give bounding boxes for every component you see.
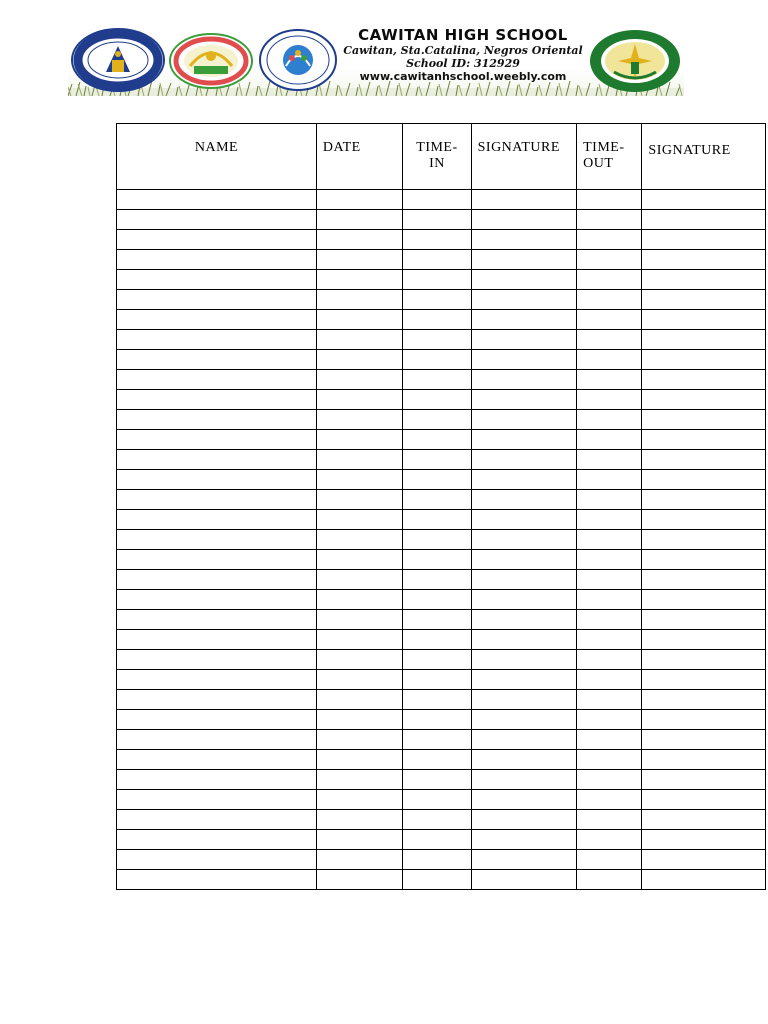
column-header-date: DATE bbox=[316, 124, 402, 190]
cell-name[interactable] bbox=[117, 290, 317, 310]
cell-signature-out[interactable] bbox=[642, 570, 766, 590]
cell-signature-out[interactable] bbox=[642, 450, 766, 470]
table-header-row bbox=[117, 124, 766, 190]
cell-time-in[interactable] bbox=[403, 570, 471, 590]
cell-signature-out[interactable] bbox=[642, 430, 766, 450]
cell-date[interactable] bbox=[316, 630, 402, 650]
table-row bbox=[117, 790, 766, 810]
cell-time-out[interactable] bbox=[577, 850, 642, 870]
cell-date[interactable] bbox=[316, 770, 402, 790]
table-row bbox=[117, 330, 766, 350]
cell-date[interactable] bbox=[316, 550, 402, 570]
table-row bbox=[117, 230, 766, 250]
cell-time-in[interactable] bbox=[403, 790, 471, 810]
cell-time-in[interactable] bbox=[403, 750, 471, 770]
table-row bbox=[117, 450, 766, 470]
cell-date[interactable] bbox=[316, 530, 402, 550]
cell-time-out[interactable] bbox=[577, 190, 642, 210]
cell-time-out[interactable] bbox=[577, 650, 642, 670]
table-row bbox=[117, 370, 766, 390]
cell-signature-out[interactable] bbox=[642, 490, 766, 510]
cell-date[interactable] bbox=[316, 730, 402, 750]
column-header-name: NAME bbox=[117, 124, 317, 190]
cell-time-out[interactable] bbox=[577, 450, 642, 470]
cell-time-in[interactable] bbox=[403, 650, 471, 670]
cell-signature-out[interactable] bbox=[642, 750, 766, 770]
cell-date[interactable] bbox=[316, 450, 402, 470]
cell-signature-in[interactable] bbox=[471, 730, 576, 750]
cell-time-in[interactable] bbox=[403, 370, 471, 390]
cell-time-out[interactable] bbox=[577, 330, 642, 350]
cell-date[interactable] bbox=[316, 710, 402, 730]
cell-name[interactable] bbox=[117, 730, 317, 750]
table-row bbox=[117, 610, 766, 630]
cell-time-out[interactable] bbox=[577, 350, 642, 370]
table-row bbox=[117, 850, 766, 870]
cell-signature-out[interactable] bbox=[642, 670, 766, 690]
table-row bbox=[117, 290, 766, 310]
cell-signature-in[interactable] bbox=[471, 230, 576, 250]
cell-signature-in[interactable] bbox=[471, 850, 576, 870]
cell-name[interactable] bbox=[117, 310, 317, 330]
cell-name[interactable] bbox=[117, 490, 317, 510]
cell-time-in[interactable] bbox=[403, 430, 471, 450]
cell-time-out[interactable] bbox=[577, 470, 642, 490]
cell-time-out[interactable] bbox=[577, 390, 642, 410]
cell-date[interactable] bbox=[316, 850, 402, 870]
cell-signature-in[interactable] bbox=[471, 290, 576, 310]
cell-name[interactable] bbox=[117, 570, 317, 590]
cell-time-in[interactable] bbox=[403, 550, 471, 570]
cell-signature-in[interactable] bbox=[471, 790, 576, 810]
cell-time-out[interactable] bbox=[577, 310, 642, 330]
cell-name[interactable] bbox=[117, 550, 317, 570]
cell-name[interactable] bbox=[117, 430, 317, 450]
table-row bbox=[117, 590, 766, 610]
cell-date[interactable] bbox=[316, 750, 402, 770]
cell-time-out[interactable] bbox=[577, 670, 642, 690]
cell-date[interactable] bbox=[316, 650, 402, 670]
cell-signature-out[interactable] bbox=[642, 350, 766, 370]
cell-time-out[interactable] bbox=[577, 250, 642, 270]
attendance-sheet-table bbox=[116, 123, 766, 890]
cell-time-out[interactable] bbox=[577, 710, 642, 730]
cell-name[interactable] bbox=[117, 870, 317, 890]
cell-name[interactable] bbox=[117, 590, 317, 610]
cell-date[interactable] bbox=[316, 570, 402, 590]
cell-signature-in[interactable] bbox=[471, 710, 576, 730]
cell-time-out[interactable] bbox=[577, 570, 642, 590]
cell-name[interactable] bbox=[117, 470, 317, 490]
cell-signature-out[interactable] bbox=[642, 190, 766, 210]
cell-signature-in[interactable] bbox=[471, 810, 576, 830]
cell-date[interactable] bbox=[316, 290, 402, 310]
column-header-signature-in: SIGNATURE bbox=[471, 124, 576, 190]
cell-signature-out[interactable] bbox=[642, 370, 766, 390]
cell-date[interactable] bbox=[316, 490, 402, 510]
cell-signature-out[interactable] bbox=[642, 510, 766, 530]
column-header-time-out: TIME- OUT bbox=[577, 124, 642, 190]
cell-date[interactable] bbox=[316, 410, 402, 430]
cell-name[interactable] bbox=[117, 650, 317, 670]
cell-name[interactable] bbox=[117, 250, 317, 270]
cell-signature-out[interactable] bbox=[642, 730, 766, 750]
cell-signature-in[interactable] bbox=[471, 870, 576, 890]
cell-name[interactable] bbox=[117, 850, 317, 870]
table-row bbox=[117, 250, 766, 270]
cell-time-out[interactable] bbox=[577, 210, 642, 230]
table-row bbox=[117, 350, 766, 370]
column-header-signature-out: SIGNATURE bbox=[642, 124, 766, 190]
column-header-time-in: TIME- IN bbox=[403, 124, 471, 190]
table-row bbox=[117, 870, 766, 890]
cell-signature-in[interactable] bbox=[471, 630, 576, 650]
cell-name[interactable] bbox=[117, 350, 317, 370]
table-row bbox=[117, 650, 766, 670]
cell-signature-out[interactable] bbox=[642, 630, 766, 650]
division-seal-logo bbox=[258, 28, 338, 92]
cell-name[interactable] bbox=[117, 390, 317, 410]
cell-time-out[interactable] bbox=[577, 790, 642, 810]
cell-date[interactable] bbox=[316, 590, 402, 610]
cell-time-out[interactable] bbox=[577, 370, 642, 390]
cell-signature-out[interactable] bbox=[642, 830, 766, 850]
cell-signature-out[interactable] bbox=[642, 250, 766, 270]
cell-time-in[interactable] bbox=[403, 710, 471, 730]
cell-time-in[interactable] bbox=[403, 730, 471, 750]
cell-signature-out[interactable] bbox=[642, 550, 766, 570]
cell-signature-in[interactable] bbox=[471, 550, 576, 570]
cell-time-in[interactable] bbox=[403, 810, 471, 830]
cell-time-in[interactable] bbox=[403, 270, 471, 290]
cell-name[interactable] bbox=[117, 810, 317, 830]
cell-signature-in[interactable] bbox=[471, 610, 576, 630]
cell-name[interactable] bbox=[117, 830, 317, 850]
cell-date[interactable] bbox=[316, 210, 402, 230]
cell-signature-in[interactable] bbox=[471, 530, 576, 550]
deped-seal-logo bbox=[70, 28, 166, 92]
school-name: CAWITAN HIGH SCHOOL bbox=[358, 26, 568, 44]
cell-date[interactable] bbox=[316, 310, 402, 330]
cell-signature-in[interactable] bbox=[471, 690, 576, 710]
cell-signature-out[interactable] bbox=[642, 870, 766, 890]
cell-time-out[interactable] bbox=[577, 770, 642, 790]
cell-time-in[interactable] bbox=[403, 690, 471, 710]
cell-name[interactable] bbox=[117, 770, 317, 790]
cell-name[interactable] bbox=[117, 610, 317, 630]
cell-signature-out[interactable] bbox=[642, 310, 766, 330]
cell-date[interactable] bbox=[316, 330, 402, 350]
cell-signature-out[interactable] bbox=[642, 690, 766, 710]
school-address: Cawitan, Sta.Catalina, Negros Oriental bbox=[343, 44, 583, 57]
cell-signature-in[interactable] bbox=[471, 410, 576, 430]
cell-time-out[interactable] bbox=[577, 830, 642, 850]
cell-time-in[interactable] bbox=[403, 470, 471, 490]
table-row bbox=[117, 410, 766, 430]
table-row bbox=[117, 710, 766, 730]
cell-time-out[interactable] bbox=[577, 290, 642, 310]
cell-name[interactable] bbox=[117, 630, 317, 650]
cell-signature-in[interactable] bbox=[471, 750, 576, 770]
table-row bbox=[117, 210, 766, 230]
cell-date[interactable] bbox=[316, 350, 402, 370]
cell-signature-in[interactable] bbox=[471, 670, 576, 690]
cell-time-out[interactable] bbox=[577, 230, 642, 250]
cell-name[interactable] bbox=[117, 190, 317, 210]
cell-time-in[interactable] bbox=[403, 770, 471, 790]
cell-time-in[interactable] bbox=[403, 830, 471, 850]
cell-time-out[interactable] bbox=[577, 690, 642, 710]
cell-time-in[interactable] bbox=[403, 870, 471, 890]
cell-time-out[interactable] bbox=[577, 550, 642, 570]
cell-signature-out[interactable] bbox=[642, 270, 766, 290]
cell-time-out[interactable] bbox=[577, 610, 642, 630]
cell-date[interactable] bbox=[316, 270, 402, 290]
cell-signature-out[interactable] bbox=[642, 290, 766, 310]
cell-signature-out[interactable] bbox=[642, 710, 766, 730]
cawitan-school-seal-logo bbox=[588, 28, 682, 94]
cell-name[interactable] bbox=[117, 210, 317, 230]
cell-time-out[interactable] bbox=[577, 870, 642, 890]
table-row bbox=[117, 430, 766, 450]
cell-signature-in[interactable] bbox=[471, 590, 576, 610]
cell-date[interactable] bbox=[316, 370, 402, 390]
cell-time-out[interactable] bbox=[577, 730, 642, 750]
cell-time-out[interactable] bbox=[577, 510, 642, 530]
cell-name[interactable] bbox=[117, 370, 317, 390]
cell-name[interactable] bbox=[117, 230, 317, 250]
table-row bbox=[117, 550, 766, 570]
cell-date[interactable] bbox=[316, 230, 402, 250]
cell-name[interactable] bbox=[117, 270, 317, 290]
cell-name[interactable] bbox=[117, 790, 317, 810]
cell-time-in[interactable] bbox=[403, 210, 471, 230]
cell-signature-out[interactable] bbox=[642, 590, 766, 610]
table-row bbox=[117, 770, 766, 790]
cell-signature-in[interactable] bbox=[471, 210, 576, 230]
cell-time-out[interactable] bbox=[577, 410, 642, 430]
table-row bbox=[117, 730, 766, 750]
cell-date[interactable] bbox=[316, 470, 402, 490]
cell-time-in[interactable] bbox=[403, 190, 471, 210]
cell-signature-out[interactable] bbox=[642, 470, 766, 490]
cell-signature-in[interactable] bbox=[471, 650, 576, 670]
cell-signature-in[interactable] bbox=[471, 250, 576, 270]
cell-signature-in[interactable] bbox=[471, 490, 576, 510]
cell-signature-out[interactable] bbox=[642, 650, 766, 670]
cell-signature-out[interactable] bbox=[642, 210, 766, 230]
table-row bbox=[117, 310, 766, 330]
cell-signature-in[interactable] bbox=[471, 430, 576, 450]
cell-signature-in[interactable] bbox=[471, 450, 576, 470]
cell-time-out[interactable] bbox=[577, 590, 642, 610]
table-row bbox=[117, 690, 766, 710]
table-row bbox=[117, 270, 766, 290]
cell-time-in[interactable] bbox=[403, 490, 471, 510]
cell-time-in[interactable] bbox=[403, 290, 471, 310]
cell-time-in[interactable] bbox=[403, 850, 471, 870]
table-row bbox=[117, 390, 766, 410]
table-row bbox=[117, 830, 766, 850]
cell-signature-out[interactable] bbox=[642, 330, 766, 350]
cell-signature-out[interactable] bbox=[642, 770, 766, 790]
cell-name[interactable] bbox=[117, 710, 317, 730]
cell-time-out[interactable] bbox=[577, 270, 642, 290]
cell-date[interactable] bbox=[316, 830, 402, 850]
cell-name[interactable] bbox=[117, 690, 317, 710]
cell-date[interactable] bbox=[316, 690, 402, 710]
cell-time-in[interactable] bbox=[403, 350, 471, 370]
cell-date[interactable] bbox=[316, 510, 402, 530]
cell-time-out[interactable] bbox=[577, 430, 642, 450]
cell-signature-in[interactable] bbox=[471, 770, 576, 790]
cell-name[interactable] bbox=[117, 750, 317, 770]
cell-signature-out[interactable] bbox=[642, 850, 766, 870]
cell-date[interactable] bbox=[316, 250, 402, 270]
table-row bbox=[117, 510, 766, 530]
table-row bbox=[117, 190, 766, 210]
region-vii-seal-logo bbox=[168, 32, 254, 90]
cell-time-in[interactable] bbox=[403, 250, 471, 270]
cell-time-in[interactable] bbox=[403, 670, 471, 690]
cell-name[interactable] bbox=[117, 410, 317, 430]
cell-date[interactable] bbox=[316, 790, 402, 810]
table-row bbox=[117, 490, 766, 510]
cell-signature-in[interactable] bbox=[471, 570, 576, 590]
cell-time-out[interactable] bbox=[577, 750, 642, 770]
cell-name[interactable] bbox=[117, 530, 317, 550]
cell-time-in[interactable] bbox=[403, 630, 471, 650]
cell-time-in[interactable] bbox=[403, 410, 471, 430]
table-row bbox=[117, 670, 766, 690]
cell-signature-out[interactable] bbox=[642, 530, 766, 550]
cell-time-in[interactable] bbox=[403, 230, 471, 250]
cell-date[interactable] bbox=[316, 670, 402, 690]
cell-time-in[interactable] bbox=[403, 390, 471, 410]
table-row bbox=[117, 750, 766, 770]
cell-time-in[interactable] bbox=[403, 610, 471, 630]
cell-signature-in[interactable] bbox=[471, 310, 576, 330]
cell-date[interactable] bbox=[316, 870, 402, 890]
cell-signature-out[interactable] bbox=[642, 230, 766, 250]
table-row bbox=[117, 810, 766, 830]
school-title-block bbox=[338, 26, 588, 84]
school-website: www.cawitanhschool.weebly.com bbox=[359, 70, 567, 83]
table-row bbox=[117, 630, 766, 650]
cell-time-out[interactable] bbox=[577, 530, 642, 550]
cell-signature-out[interactable] bbox=[642, 410, 766, 430]
table-row bbox=[117, 570, 766, 590]
cell-time-in[interactable] bbox=[403, 450, 471, 470]
cell-time-in[interactable] bbox=[403, 310, 471, 330]
cell-date[interactable] bbox=[316, 390, 402, 410]
cell-time-out[interactable] bbox=[577, 810, 642, 830]
cell-name[interactable] bbox=[117, 450, 317, 470]
cell-signature-out[interactable] bbox=[642, 790, 766, 810]
cell-signature-in[interactable] bbox=[471, 370, 576, 390]
cell-signature-in[interactable] bbox=[471, 190, 576, 210]
cell-date[interactable] bbox=[316, 190, 402, 210]
cell-signature-in[interactable] bbox=[471, 270, 576, 290]
cell-name[interactable] bbox=[117, 330, 317, 350]
cell-date[interactable] bbox=[316, 610, 402, 630]
cell-time-in[interactable] bbox=[403, 510, 471, 530]
school-id: School ID: 312929 bbox=[406, 57, 520, 70]
cell-time-in[interactable] bbox=[403, 330, 471, 350]
cell-name[interactable] bbox=[117, 670, 317, 690]
cell-signature-in[interactable] bbox=[471, 350, 576, 370]
cell-signature-in[interactable] bbox=[471, 510, 576, 530]
cell-signature-in[interactable] bbox=[471, 830, 576, 850]
cell-time-out[interactable] bbox=[577, 630, 642, 650]
cell-signature-out[interactable] bbox=[642, 810, 766, 830]
cell-date[interactable] bbox=[316, 810, 402, 830]
cell-signature-in[interactable] bbox=[471, 330, 576, 350]
attendance-rows bbox=[117, 190, 766, 890]
cell-time-out[interactable] bbox=[577, 490, 642, 510]
school-header-banner bbox=[68, 26, 684, 96]
cell-signature-out[interactable] bbox=[642, 610, 766, 630]
cell-date[interactable] bbox=[316, 430, 402, 450]
cell-name[interactable] bbox=[117, 510, 317, 530]
cell-signature-in[interactable] bbox=[471, 390, 576, 410]
cell-signature-in[interactable] bbox=[471, 470, 576, 490]
cell-time-in[interactable] bbox=[403, 590, 471, 610]
table-row bbox=[117, 470, 766, 490]
cell-time-in[interactable] bbox=[403, 530, 471, 550]
table-row bbox=[117, 530, 766, 550]
cell-signature-out[interactable] bbox=[642, 390, 766, 410]
